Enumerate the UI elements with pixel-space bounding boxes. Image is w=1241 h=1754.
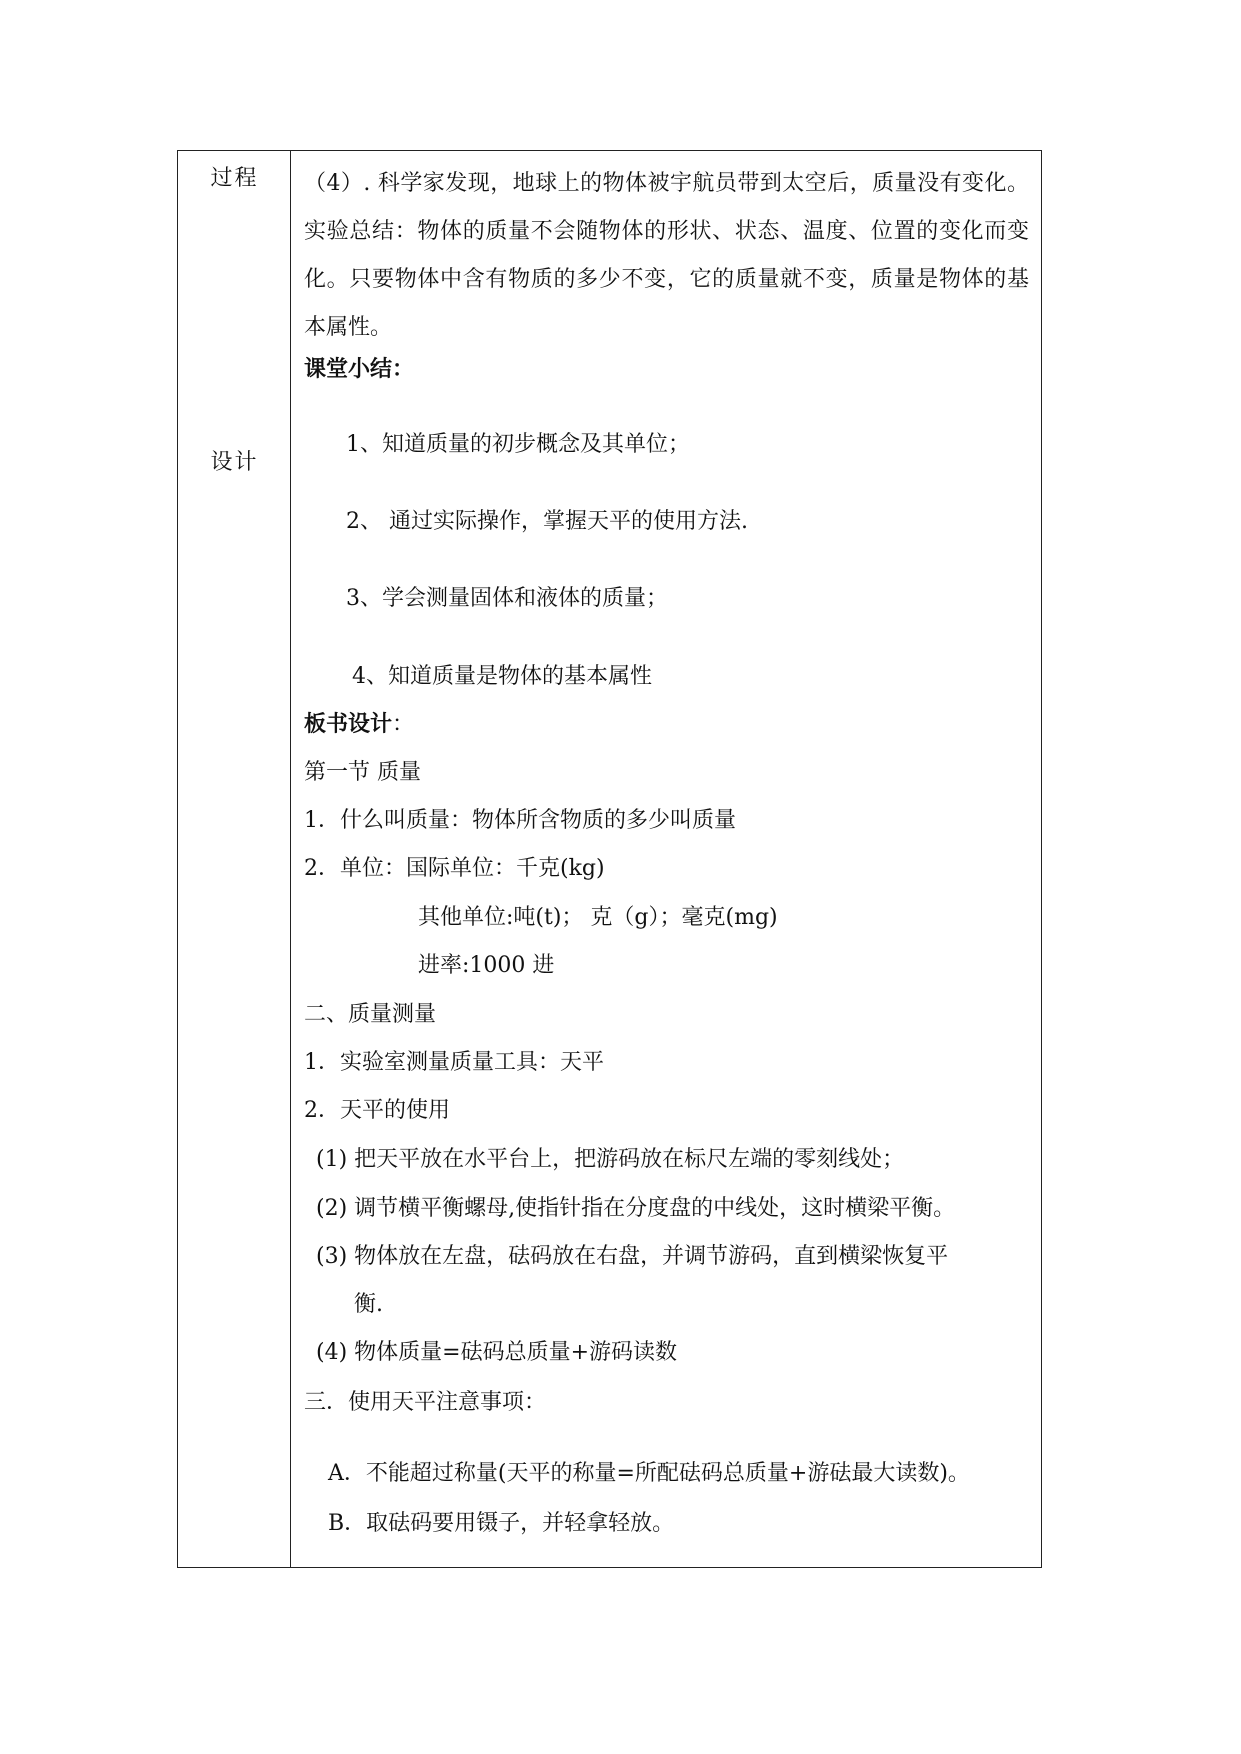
section-2-title: 二、质量测量 — [304, 1002, 437, 1027]
section-1-title: 第一节 质量 — [304, 760, 421, 785]
step-2: (2) 调节横平衡螺母,使指针指在分度盘的中线处，这时横梁平衡。 — [316, 1196, 956, 1221]
section-2-item-1: 1．实验室测量质量工具：天平 — [304, 1050, 604, 1075]
section-1-rate: 进率:1000 进 — [418, 953, 555, 978]
note-a: A．不能超过称量(天平的称量=所配砝码总质量+游砝最大读数)。 — [328, 1461, 970, 1486]
summary-item-3: 3、学会测量固体和液体的质量； — [346, 586, 668, 611]
left-label-column — [178, 151, 291, 1567]
section-1-other-units: 其他单位:吨(t)； 克（g）；毫克(mg) — [418, 905, 778, 930]
section-2-item-2: 2．天平的使用 — [304, 1098, 450, 1123]
content-column — [292, 151, 1041, 1567]
intro-paragraph: （4）. 科学家发现，地球上的物体被宇航员带到太空后，质量没有变化。 实验总结：物体的质量不会随物体的形状、状态、温度、位置的变化而变化。只要物体中含有物质的多少不变，它的质量就不变，质量是物体的基本属性。 — [304, 171, 1029, 340]
board-design-heading — [304, 709, 414, 740]
summary-heading: 课堂小结： — [304, 356, 415, 382]
lesson-table — [177, 150, 1042, 1568]
label-design: 设计 — [210, 450, 259, 475]
step-3: (3) 物体放在左盘，砝码放在右盘，并调节游码，直到横梁恢复平 — [316, 1244, 949, 1269]
step-3-continued: 衡. — [354, 1292, 383, 1317]
step-4: (4) 物体质量=砝码总质量+游码读数 — [316, 1340, 678, 1365]
summary-item-1: 1、知道质量的初步概念及其单位； — [346, 432, 690, 457]
board-design-heading-colon: ： — [392, 712, 415, 737]
step-1: (1) 把天平放在水平台上，把游码放在标尺左端的零刻线处； — [316, 1147, 905, 1172]
label-process: 过程 — [210, 166, 259, 191]
section-3-title: 三．使用天平注意事项： — [304, 1390, 547, 1415]
section-1-item-1: 1．什么叫质量：物体所含物质的多少叫质量 — [304, 808, 736, 833]
summary-item-2: 2、 通过实际操作，掌握天平的使用方法. — [346, 509, 748, 534]
board-design-heading-text: 板书设计 — [304, 711, 393, 737]
summary-item-4: 4、知道质量是物体的基本属性 — [352, 664, 652, 689]
note-b: B．取砝码要用镊子，并轻拿轻放。 — [328, 1511, 675, 1536]
section-1-item-2: 2．单位：国际单位：千克(kg) — [304, 856, 605, 881]
